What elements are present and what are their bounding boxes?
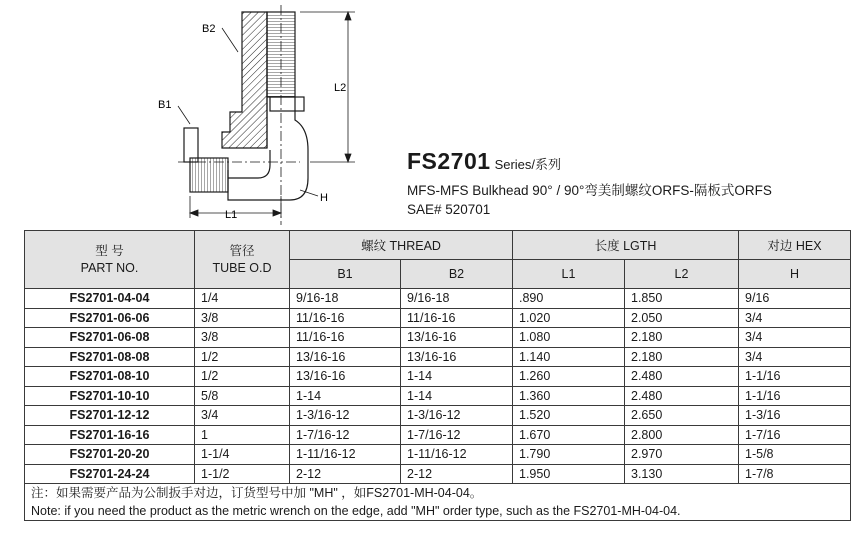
product-description: MFS-MFS Bulkhead 90° / 90°弯美制螺纹ORFS-隔板式ORFS: [407, 183, 772, 198]
cell-b1: 1-3/16-12: [290, 406, 401, 426]
table-row: [25, 308, 851, 328]
cell-tube: 3/8: [195, 328, 290, 348]
cell-l1: 1.950: [513, 464, 625, 484]
table-header-row: [25, 231, 851, 260]
subheader-b2: B2: [401, 260, 513, 289]
cell-b2: 1-3/16-12: [401, 406, 513, 426]
cell-tube: 1-1/4: [195, 445, 290, 465]
cell-h: 1-7/16: [739, 425, 851, 445]
cell-h: 1-7/8: [739, 464, 851, 484]
cell-b2: 1-14: [401, 367, 513, 387]
cell-part: FS2701-04-04: [25, 289, 195, 309]
cell-tube: 1-1/2: [195, 464, 290, 484]
cell-h: 1-3/16: [739, 406, 851, 426]
cell-l1: 1.670: [513, 425, 625, 445]
cell-l1: 1.140: [513, 347, 625, 367]
table-row: [25, 406, 851, 426]
note-cn: 注：如果需要产品为公制扳手对边，订货型号中加 "MH" ，如FS2701-MH-04-04。: [31, 486, 483, 500]
table-row: [25, 445, 851, 465]
table-row: [25, 386, 851, 406]
note-en: Note: if you need the product as the metric wrench on the edge, add "MH" order type, such as the FS2701-MH-04-04.: [31, 504, 681, 518]
header-tube-cn: 管径: [229, 243, 255, 258]
label-l2: L2: [334, 82, 347, 94]
cell-part: FS2701-06-06: [25, 308, 195, 328]
cell-tube: 1: [195, 425, 290, 445]
cell-part: FS2701-06-08: [25, 328, 195, 348]
cell-b2: 2-12: [401, 464, 513, 484]
cell-l1: 1.790: [513, 445, 625, 465]
header-thread: 螺纹 THREAD: [290, 231, 513, 260]
series-label: Series/系列: [494, 157, 562, 172]
fitting-drawing: [150, 0, 380, 225]
cell-part: FS2701-12-12: [25, 406, 195, 426]
subheader-l1: L1: [513, 260, 625, 289]
cell-l1: .890: [513, 289, 625, 309]
label-b1: B1: [158, 99, 172, 111]
table-row: [25, 464, 851, 484]
header-hex: 对边 HEX: [739, 231, 851, 260]
cell-b2: 13/16-16: [401, 328, 513, 348]
cell-l1: 1.020: [513, 308, 625, 328]
table-row: [25, 347, 851, 367]
cell-part: FS2701-24-24: [25, 464, 195, 484]
header-part-cn: 型 号: [95, 243, 124, 258]
cell-l2: 2.650: [625, 406, 739, 426]
cell-b1: 13/16-16: [290, 367, 401, 387]
cell-part: FS2701-20-20: [25, 445, 195, 465]
header-part-no: [25, 231, 195, 289]
cell-h: 3/4: [739, 308, 851, 328]
table-row: [25, 289, 851, 309]
cell-part: FS2701-08-10: [25, 367, 195, 387]
subheader-h: H: [739, 260, 851, 289]
title-block: [407, 148, 772, 217]
header-length: 长度 LGTH: [513, 231, 739, 260]
cell-h: 1-1/16: [739, 367, 851, 387]
cell-tube: 5/8: [195, 386, 290, 406]
cell-l2: 1.850: [625, 289, 739, 309]
cell-h: 1-1/16: [739, 386, 851, 406]
cell-l2: 2.800: [625, 425, 739, 445]
label-b2: B2: [202, 23, 216, 35]
cell-part: FS2701-16-16: [25, 425, 195, 445]
cell-l2: 2.050: [625, 308, 739, 328]
cell-b2: 1-7/16-12: [401, 425, 513, 445]
cell-tube: 1/4: [195, 289, 290, 309]
cell-h: 3/4: [739, 347, 851, 367]
cell-l2: 2.180: [625, 347, 739, 367]
cell-l2: 2.180: [625, 328, 739, 348]
cell-b1: 2-12: [290, 464, 401, 484]
cell-b1: 13/16-16: [290, 347, 401, 367]
cell-b2: 13/16-16: [401, 347, 513, 367]
subheader-l2: L2: [625, 260, 739, 289]
cell-part: FS2701-08-08: [25, 347, 195, 367]
cell-l2: 2.970: [625, 445, 739, 465]
label-l1: L1: [225, 209, 238, 221]
cell-b1: 11/16-16: [290, 328, 401, 348]
cell-l1: 1.080: [513, 328, 625, 348]
note-row: [25, 484, 851, 521]
cell-l1: 1.520: [513, 406, 625, 426]
sae-number: SAE# 520701: [407, 202, 491, 217]
cell-b1: 1-14: [290, 386, 401, 406]
cell-l2: 3.130: [625, 464, 739, 484]
series-code: FS2701: [407, 148, 491, 174]
header-tube-en: TUBE O.D: [212, 260, 272, 275]
cell-tube: 3/4: [195, 406, 290, 426]
cell-b2: 1-11/16-12: [401, 445, 513, 465]
cell-b2: 11/16-16: [401, 308, 513, 328]
cell-l1: 1.260: [513, 367, 625, 387]
cell-tube: 1/2: [195, 367, 290, 387]
subheader-b1: B1: [290, 260, 401, 289]
cell-b1: 1-7/16-12: [290, 425, 401, 445]
cell-b1: 11/16-16: [290, 308, 401, 328]
spec-table: [24, 230, 851, 521]
header-tube: [195, 231, 290, 289]
table-row: [25, 425, 851, 445]
cell-b1: 1-11/16-12: [290, 445, 401, 465]
cell-b1: 9/16-18: [290, 289, 401, 309]
cell-tube: 3/8: [195, 308, 290, 328]
cell-h: 9/16: [739, 289, 851, 309]
cell-b2: 9/16-18: [401, 289, 513, 309]
cell-l2: 2.480: [625, 386, 739, 406]
cell-b2: 1-14: [401, 386, 513, 406]
cell-l1: 1.360: [513, 386, 625, 406]
cell-h: 3/4: [739, 328, 851, 348]
cell-l2: 2.480: [625, 367, 739, 387]
cell-h: 1-5/8: [739, 445, 851, 465]
note-cell: [25, 484, 851, 521]
header-part-en: PART NO.: [80, 260, 139, 275]
cell-part: FS2701-10-10: [25, 386, 195, 406]
label-h: H: [320, 192, 328, 204]
table-row: [25, 328, 851, 348]
table-row: [25, 367, 851, 387]
fitting-body: [178, 5, 308, 225]
cell-tube: 1/2: [195, 347, 290, 367]
